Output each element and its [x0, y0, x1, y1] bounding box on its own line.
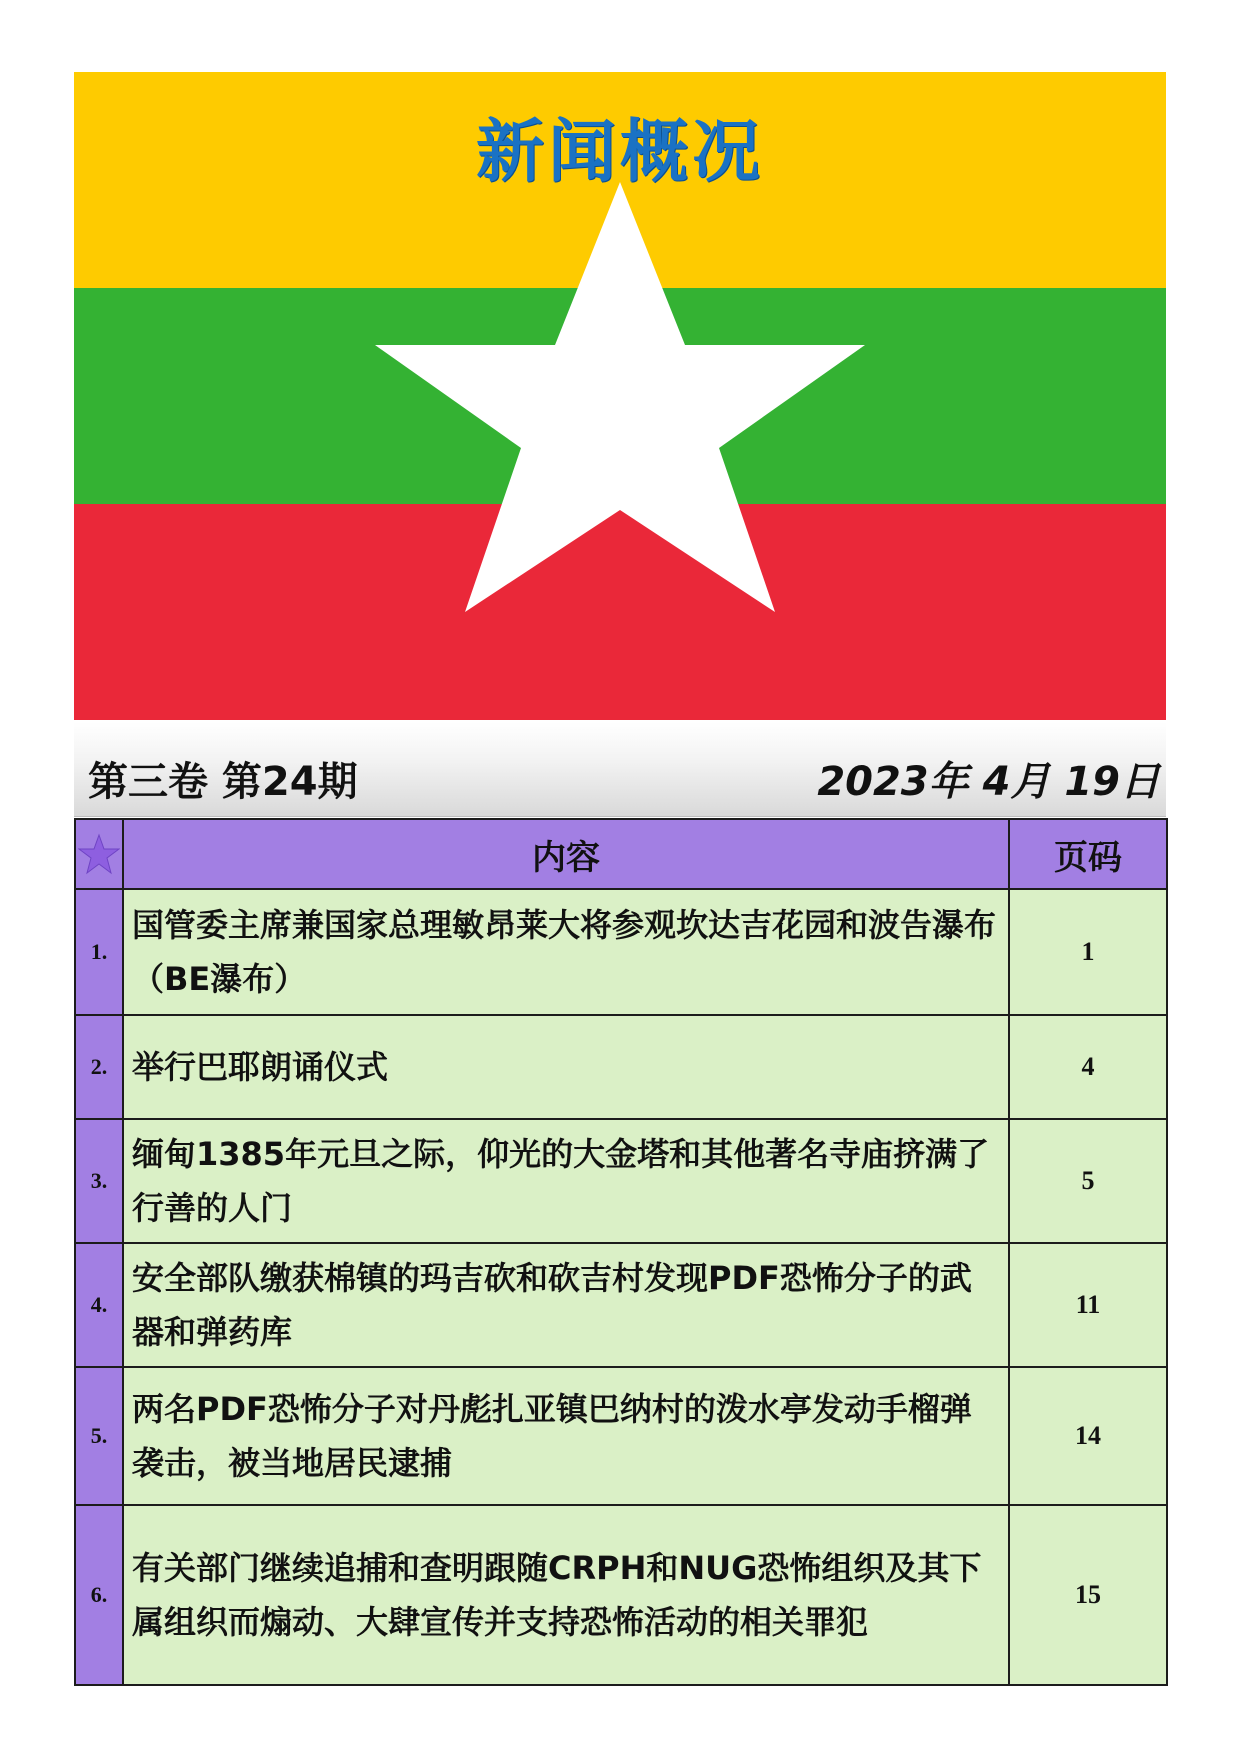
star-icon: [78, 833, 120, 875]
table-row[interactable]: [75, 1367, 1167, 1505]
table-row[interactable]: [75, 1243, 1167, 1367]
issue-bar: [74, 722, 1166, 817]
row-title[interactable]: 有关部门继续追捕和查明跟随CRPH和NUG恐怖组织及其下属组织而煽动、大肆宣传并支持恐怖活动的相关罪犯: [123, 1505, 1009, 1685]
row-page: 11: [1009, 1243, 1167, 1367]
row-number: 6.: [75, 1505, 123, 1685]
row-page: 14: [1009, 1367, 1167, 1505]
volume-issue-label: 第三卷 第24期: [88, 759, 358, 805]
row-page: 5: [1009, 1119, 1167, 1243]
row-number: 4.: [75, 1243, 123, 1367]
contents-table: [74, 818, 1168, 1686]
row-title[interactable]: 举行巴耶朗诵仪式: [123, 1015, 1009, 1119]
row-title[interactable]: 缅甸1385年元旦之际，仰光的大金塔和其他著名寺庙挤满了行善的人门: [123, 1119, 1009, 1243]
row-page: 4: [1009, 1015, 1167, 1119]
header-content: 内容: [123, 819, 1009, 889]
header-page: 页码: [1009, 819, 1167, 889]
table-row[interactable]: [75, 1505, 1167, 1685]
row-number: 2.: [75, 1015, 123, 1119]
table-row[interactable]: [75, 1119, 1167, 1243]
row-title[interactable]: 国管委主席兼国家总理敏昂莱大将参观坎达吉花园和波告瀑布（BE瀑布）: [123, 889, 1009, 1015]
page-title: 新闻概况: [475, 113, 764, 192]
table-row[interactable]: [75, 889, 1167, 1015]
row-number: 3.: [75, 1119, 123, 1243]
row-number: 5.: [75, 1367, 123, 1505]
header-star-cell: [75, 819, 123, 889]
flag-red-stripe: [74, 504, 1166, 720]
issue-date: 2023年 4月 19日: [817, 759, 1160, 805]
table-header-row: [75, 819, 1167, 889]
table-row[interactable]: [75, 1015, 1167, 1119]
row-page: 1: [1009, 889, 1167, 1015]
row-title[interactable]: 两名PDF恐怖分子对丹彪扎亚镇巴纳村的泼水亭发动手榴弹袭击，被当地居民逮捕: [123, 1367, 1009, 1505]
myanmar-flag: [74, 72, 1166, 720]
row-title[interactable]: 安全部队缴获棉镇的玛吉砍和砍吉村发现PDF恐怖分子的武器和弹药库: [123, 1243, 1009, 1367]
row-page: 15: [1009, 1505, 1167, 1685]
row-number: 1.: [75, 889, 123, 1015]
